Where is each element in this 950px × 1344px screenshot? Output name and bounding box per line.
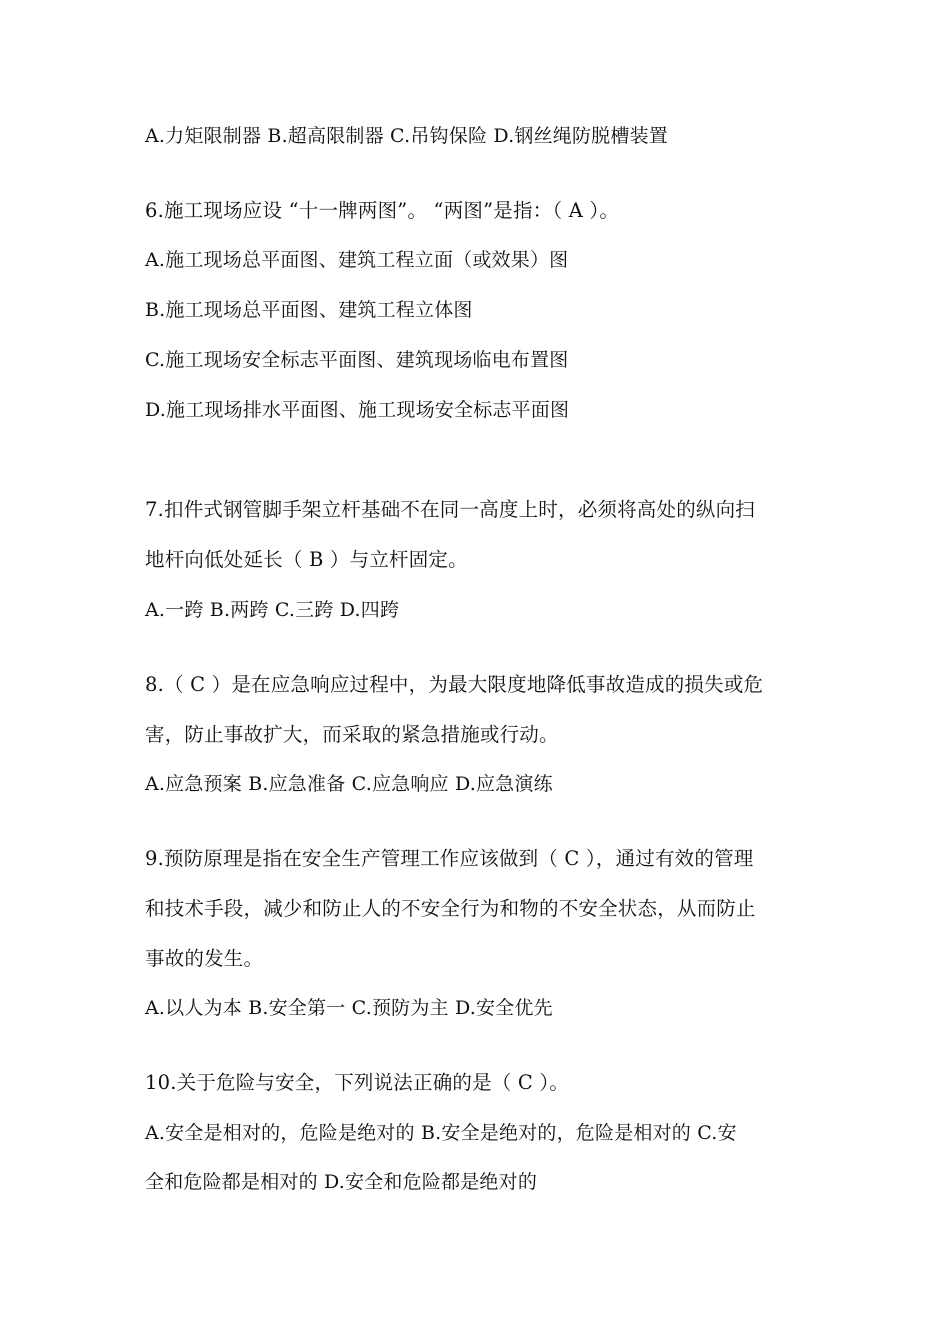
q8-options: A.应急预案 B.应急准备 C.应急响应 D.应急演练: [145, 773, 553, 795]
q6-option-d: D.施工现场排水平面图、施工现场安全标志平面图: [145, 399, 570, 421]
q8-question-line-2: 害，防止事故扩大，而采取的紧急措施或行动。: [145, 723, 559, 746]
q7-question-line-1: 7.扣件式钢管脚手架立杆基础不在同一高度上时，必须将高处的纵向扫: [145, 498, 756, 521]
q8-question-line-1: 8.（ C ）是在应急响应过程中，为最大限度地降低事故造成的损失或危: [145, 673, 764, 696]
q7-question-line-2: 地杆向低处延长（ B ）与立杆固定。: [145, 548, 468, 571]
q5-options: A.力矩限制器 B.超高限制器 C.吊钩保险 D.钢丝绳防脱槽装置: [145, 125, 668, 147]
q10-question: 10.关于危险与安全，下列说法正确的是（ C ）。: [145, 1071, 570, 1094]
q7-options: A.一跨 B.两跨 C.三跨 D.四跨: [145, 599, 400, 621]
q9-question-line-2: 和技术手段，减少和防止人的不安全行为和物的不安全状态，从而防止: [145, 897, 756, 920]
q9-options: A.以人为本 B.安全第一 C.预防为主 D.安全优先: [145, 997, 553, 1019]
q10-options-line-1: A.安全是相对的，危险是绝对的 B.安全是绝对的，危险是相对的 C.安: [145, 1122, 737, 1144]
q9-question-line-3: 事故的发生。: [145, 947, 264, 970]
q6-question: 6.施工现场应设 “十一牌两图”。 “两图”是指：（ A ）。: [145, 199, 620, 222]
q10-options-line-2: 全和危险都是相对的 D.安全和危险都是绝对的: [145, 1171, 538, 1193]
q6-option-b: B.施工现场总平面图、建筑工程立体图: [145, 299, 473, 321]
q6-option-c: C.施工现场安全标志平面图、建筑现场临电布置图: [145, 349, 569, 371]
q9-question-line-1: 9.预防原理是指在安全生产管理工作应该做到（ C ），通过有效的管理: [145, 847, 754, 870]
q6-option-a: A.施工现场总平面图、建筑工程立面（或效果）图: [145, 249, 569, 271]
